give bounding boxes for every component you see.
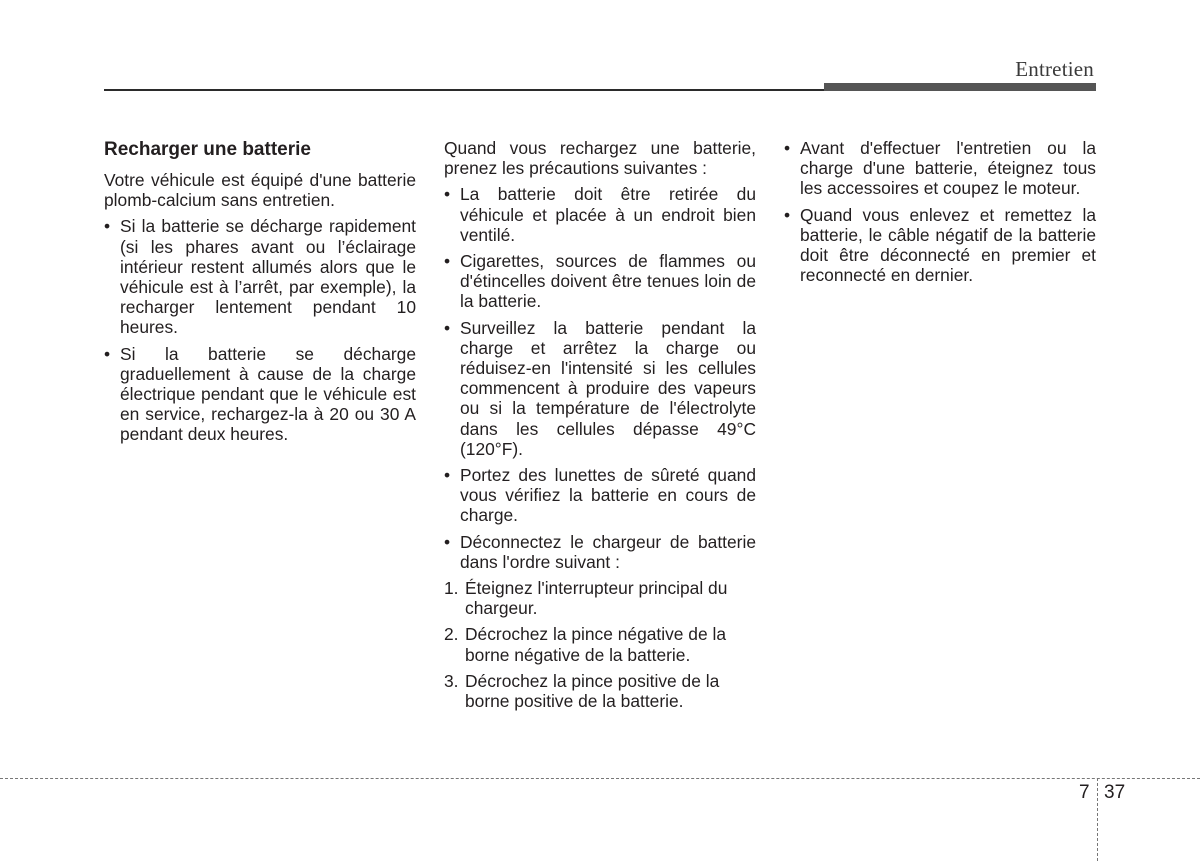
bullet-marker: • — [444, 184, 451, 205]
bullet-marker: • — [784, 138, 791, 158]
precautions-intro: Quand vous rechargez une batterie, prenez les précautions suivantes : — [444, 138, 756, 179]
bullet-marker: • — [444, 251, 451, 272]
step-text: Décrochez la pince positive de la borne positive de la batterie. — [465, 670, 720, 712]
bullet-marker: • — [444, 531, 451, 552]
bullet-text: Quand vous enlevez et remettez la batterie, le câble négatif de la batterie doit être déconnecté en premier et reconnecté en dernier. — [800, 204, 1096, 286]
header-rule-accent — [824, 83, 1096, 91]
section-header-title: Entretien — [1015, 57, 1094, 81]
bullet-marker: • — [104, 216, 111, 237]
bullet-text: Portez des lunettes de sûreté quand vous vérifiez la batterie en cours de charge. — [460, 465, 756, 526]
step-text: Éteignez l'interrupteur principal du chargeur. — [465, 578, 728, 619]
bullet-marker: • — [784, 204, 791, 225]
bullet-text: Avant d'effectuer l'entretien ou la charge d'une batterie, éteignez tous les accessoires et coupez le moteur. — [800, 138, 1096, 199]
step-text: Décrochez la pince négative de la borne négative de la batterie. — [465, 624, 727, 665]
intro-paragraph: Votre véhicule est équipé d'une batterie plomb-calcium sans entretien. — [104, 170, 416, 211]
bullet-item — [104, 216, 416, 337]
bullet-text: Cigarettes, sources de flammes ou d'étincelles doivent être tenues loin de la batterie. — [460, 251, 756, 312]
text-column-2 — [444, 138, 756, 717]
bullet-text: Déconnectez le chargeur de batterie dans l'ordre suivant : — [460, 531, 756, 572]
bullet-text: Si la batterie se décharge rapidement (si les phares avant ou l’éclairage intérieur restent allumés alors que le véhicule est à l’arrêt, par exemple), la recharger lentement pendant 10 heures. — [120, 216, 416, 338]
numbered-step — [444, 624, 756, 664]
page-number: 37 — [1104, 782, 1126, 803]
section-heading: Recharger une batterie — [104, 139, 311, 160]
bullet-marker: • — [104, 343, 111, 364]
bullet-item — [784, 205, 1096, 286]
bullet-item — [444, 251, 756, 312]
footer-rule — [0, 778, 1200, 779]
footer-divider — [1097, 778, 1098, 861]
numbered-step — [444, 671, 756, 711]
bullet-marker: • — [444, 317, 451, 338]
numbered-step — [444, 578, 756, 618]
text-column-3 — [784, 138, 1096, 291]
bullet-item — [444, 184, 756, 245]
step-number: 3. — [444, 670, 459, 691]
bullet-text: La batterie doit être retirée du véhicule et placée à un endroit bien ventilé. — [460, 184, 756, 245]
text-column-1 — [104, 138, 416, 451]
bullet-marker: • — [444, 465, 451, 486]
bullet-item — [784, 138, 1096, 199]
bullet-text: Si la batterie se décharge graduellement à cause de la charge électrique pendant que le véhicule est en service, rechargez-la à 20 ou 30 A pendant deux heures. — [120, 343, 416, 445]
bullet-item — [444, 532, 756, 572]
chapter-number: 7 — [1079, 782, 1090, 803]
bullet-item — [104, 344, 416, 445]
step-number: 2. — [444, 624, 459, 645]
bullet-item — [444, 465, 756, 526]
header-rule — [104, 89, 824, 91]
bullet-text: Surveillez la batterie pendant la charge et arrêtez la charge ou réduisez-en l'intensité si les cellules commencent à produire des vapeurs ou si la température de l'électrolyte dans les cellules dépasse 49°C (120°F). — [460, 317, 756, 459]
bullet-item — [444, 318, 756, 459]
step-number: 1. — [444, 578, 459, 599]
